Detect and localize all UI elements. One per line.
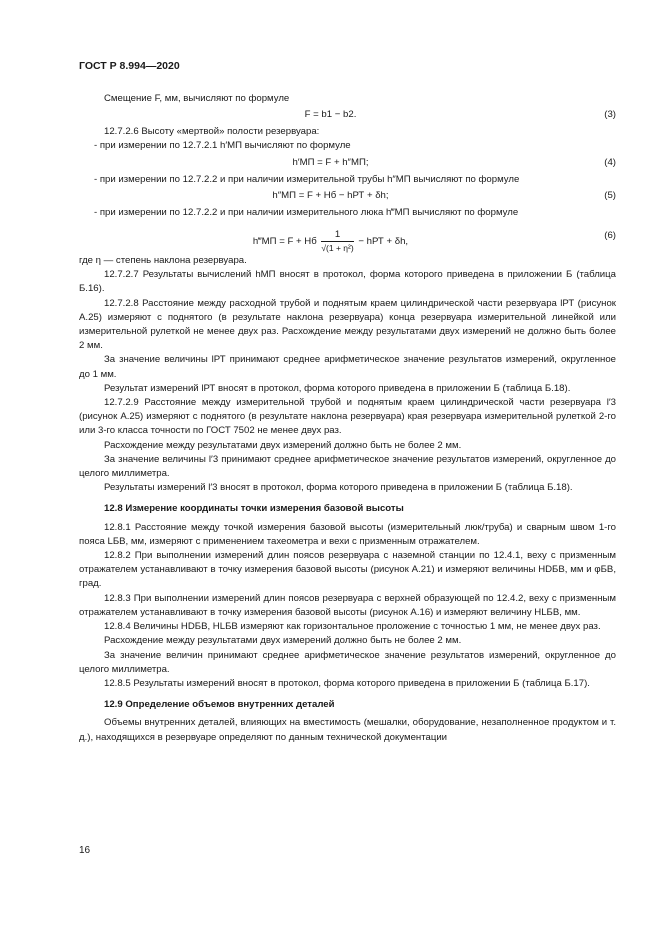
paragraph: Объемы внутренних деталей, влияющих на вместимость (мешалки, оборудование, незаполненное продуктом и т. д.), находящихся в резервуаре определяют по данным технической документации — [79, 717, 616, 743]
paragraph: Расхождение между результатами двух измерений должно быть не более 2 мм. — [104, 635, 462, 647]
paragraph: 12.8.2 При выполнении измерений длин поясов резервуара с наземной станции по 12.4.1, веху с призменным отражателем устанавливают в точку измерения базовой высоты (рисунок А.21) и измеряют величины HDБВ, мм и φБВ, град. — [79, 550, 616, 590]
section-heading-12-8: 12.8 Измерение координаты точки измерения базовой высоты — [104, 503, 404, 515]
paragraph: 12.7.2.7 Результаты вычислений hМП вносят в протокол, форма которого приведена в приложении Б (таблица Б.16). — [79, 269, 616, 295]
formula-3-expr: F = b1 − b2. — [304, 109, 357, 121]
paragraph: 12.8.1 Расстояние между точкой измерения базовой высоты (измерительный люк/труба) и сварным швом 1-го пояса LБВ, мм, измеряют с применением тахеометра и вехи с призменным отражателем. — [79, 521, 616, 547]
paragraph: Расхождение между результатами двух измерений должно быть не более 2 мм. — [104, 439, 462, 451]
paragraph: Результаты измерений l′3 вносят в протокол, форма которого приведена в приложении Б (таблица Б.18). — [104, 482, 573, 494]
list-item-3: - при измерении по 12.7.2.2 и при наличии измерительного люка h‴МП вычисляют по формуле — [94, 206, 519, 218]
paragraph: 12.8.5 Результаты измерений вносят в протокол, форма которого приведена в приложении Б (таблица Б.17). — [104, 677, 590, 689]
section-heading-12-9: 12.9 Определение объемов внутренних деталей — [104, 699, 335, 711]
formula-3 — [79, 106, 616, 125]
formula-5-number: (5) — [604, 189, 616, 201]
formula-6 — [79, 220, 616, 254]
paragraph: 12.8.4 Величины HDБВ, HLБВ измеряют как горизонтальное проложение с точностью 1 мм, не менее двух раз. — [104, 621, 601, 633]
formula-5-expr: h″МП = F + Hб − hРТ + δh; — [272, 189, 389, 201]
document-header: ГОСТ Р 8.994—2020 — [79, 60, 180, 72]
formula-4-expr: h′МП = F + h″МП; — [292, 156, 369, 168]
formula-4-number: (4) — [604, 156, 616, 168]
formula-3-number: (3) — [604, 109, 616, 121]
where-text: где η — степень наклона резервуара. — [79, 255, 247, 267]
paragraph-12-7-2-6: 12.7.2.6 Высоту «мертвой» полости резервуара: — [104, 126, 320, 138]
formula-6-numerator: 1 — [321, 229, 353, 242]
formula-6-expr — [79, 229, 582, 254]
formula-4 — [79, 154, 616, 173]
paragraph: 12.8.3 При выполнении измерений длин поясов резервуара с верхней образующей по 12.4.2, веху с призменным отражателем устанавливают в точку измерения базовой высоты (рисунок А.16) и измеряют величину HLБВ, мм. — [79, 592, 616, 618]
formula-6-lhs: h‴МП = F + Hб — [252, 236, 317, 248]
formula-5 — [79, 187, 616, 206]
paragraph: Результат измерений lРТ вносят в протокол, форма которого приведена в приложении Б (таблица Б.18). — [104, 382, 571, 394]
formula-6-number: (6) — [604, 230, 616, 242]
document-body — [79, 92, 616, 745]
paragraph: За значение величин принимают среднее арифметическое значение результатов измерений, округленное до целого миллиметра. — [79, 649, 616, 675]
list-item-2: - при измерении по 12.7.2.2 и при наличии измерительной трубы h″МП вычисляют по формуле — [94, 173, 520, 185]
formula-6-denominator: √(1 + η²) — [321, 243, 354, 254]
paragraph: За значение величины l′3 принимают среднее арифметическое значение результатов измерений, округленное до целого миллиметра. — [79, 453, 616, 480]
paragraph: 12.7.2.8 Расстояние между расходной трубой и поднятым краем цилиндрической части резервуара lРТ (рисунок А.25) измеряют с поднятого (в результате наклона резервуара) конца резервуара измерительной линейкой или измерительной рулеткой не менее двух раз. Расхождение между результатами двух измерений не должно быть более 2 мм. — [79, 297, 616, 352]
paragraph: За значение величины lРТ принимают среднее арифметическое значение результатов измерений, округленное до 1 мм. — [79, 354, 616, 380]
intro-text: Смещение F, мм, вычисляют по формуле — [104, 93, 290, 104]
paragraph: 12.7.2.9 Расстояние между измерительной трубой и поднятым краем цилиндрической части резервуара l′3 (рисунок А.25) измеряют с поднятого (в результате наклона резервуара) края резервуара измерительной рулеткой 2-го или 3-го класса точности по ГОСТ 7502 не менее двух раз. — [79, 397, 616, 437]
page-number: 16 — [79, 845, 91, 856]
formula-6-fraction — [321, 229, 353, 254]
formula-6-rhs: − hРТ + δh, — [358, 236, 409, 248]
list-item-1: - при измерении по 12.7.2.1 h′МП вычисляют по формуле — [94, 140, 351, 152]
